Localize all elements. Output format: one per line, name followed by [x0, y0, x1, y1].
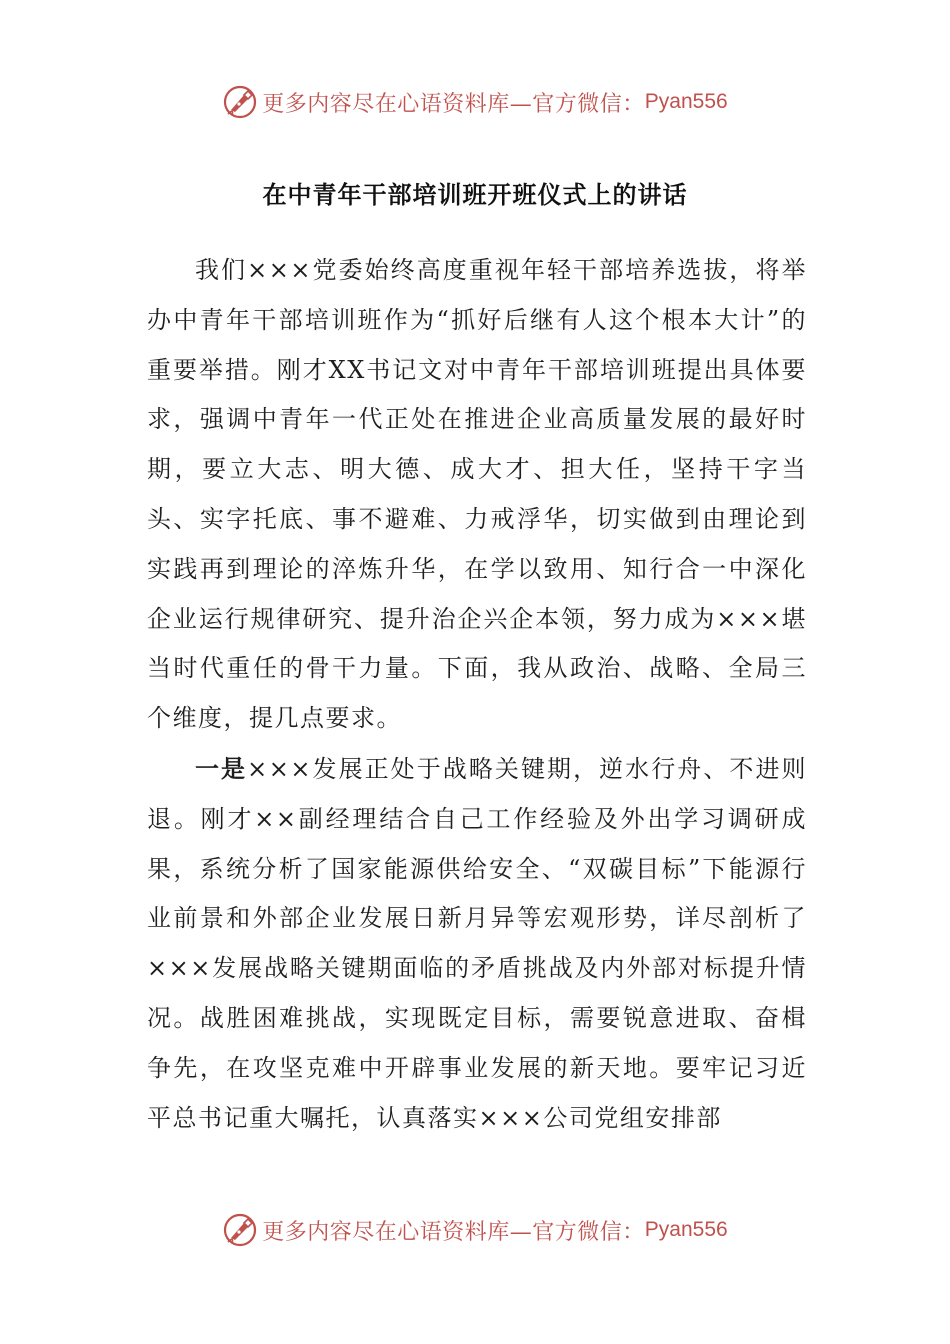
watermark-banner-top	[0, 80, 950, 124]
paragraph-intro	[147, 246, 807, 744]
paragraph-intro-text: 我们×××党委始终高度重视年轻干部培养选拔，将举办中青年干部培训班作为“抓好后继有人这个根本大计”的重要举措。刚才XX书记文对中青年干部培训班提出具体要求，强调中青年一代正处在推进企业高质量发展的最好时期，要立大志、明大德、成大才、担大任，坚持干字当头、实字托底、事不避难、力戒浮华，切实做到由理论到实践再到理论的淬炼升华，在学以致用、知行合一中深化企业运行规律研究、提升治企兴企本领，努力成为×××堪当时代重任的骨干力量。下面，我从政治、战略、全局三个维度，提几点要求。	[147, 256, 807, 733]
paragraph-lead: 一是	[195, 753, 248, 783]
watermark-text: 更多内容尽在心语资料库—官方微信：	[262, 91, 645, 117]
paragraph-point-one-text: ×××发展正处于战略关键期，逆水行舟、不进则退。刚才××副经理结合自己工作经验及外出学习调研成果，系统分析了国家能源供给安全、“双碳目标”下能源行业前景和外部企业发展日新月异等宏观形势，详尽剖析了×××发展战略关键期面临的矛盾挑战及内外部对标提升情况。战胜困难挑战，实现既定目标，需要锐意进取、奋楫争先，在攻坚克难中开辟事业发展的新天地。要牢记习近平总书记重大嘱托，认真落实×××公司党组安排部	[147, 754, 808, 1132]
watermark-text: 更多内容尽在心语资料库—官方微信：	[262, 1219, 645, 1245]
watermark-banner-bottom	[0, 1208, 950, 1252]
watermark-wechat-id: Pyan556	[644, 90, 728, 113]
document-title: 在中青年干部培训班开班仪式上的讲话	[262, 180, 688, 209]
document-body	[147, 246, 807, 1143]
paragraph-point-one	[147, 744, 807, 1143]
pen-nib-logo-icon	[222, 84, 258, 120]
watermark-wechat-id: Pyan556	[644, 1218, 728, 1241]
pen-nib-logo-icon	[222, 1212, 258, 1248]
